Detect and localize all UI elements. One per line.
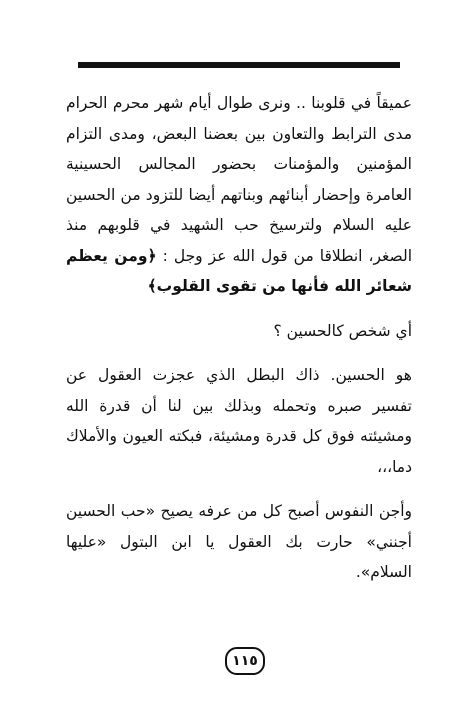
paragraph-2: أي شخص كالحسين ؟ — [273, 321, 412, 340]
paragraph-3: هو الحسين. ذاك البطل الذي عجزت العقول عن تفسير صبره وتحمله وبذلك بين لنا أن قدرة الله ومشيئته فوق كل قدرة ومشيئة، فبكته العيون والأملاك دما،،، — [66, 366, 412, 476]
quran-verse: ﴿ومن يعظم شعائر الله فأنها من تقوى القلوب﴾ — [66, 246, 412, 295]
top-rule — [78, 62, 400, 68]
paragraph-1-text: عميقاً في قلوبنا .. ونرى طوال أيام شهر محرم الحرام مدى الترابط والتعاون بين بعضنا البعض، ومدى التزام المؤمنين والمؤمنات بحضور المجالس الحسينية العامرة وإحضار أبنائهم وبناتهم أيضا للتزود من الحسين عليه السلام ولترسيخ حب الشهيد في قلوبهم منذ الصغر، انطلاقا من قول الله عز وجل : — [66, 94, 412, 265]
page-text — [66, 88, 412, 588]
paragraph-1 — [66, 88, 412, 302]
page-number: ١١٥ — [225, 647, 265, 675]
paragraph-4: وأجن النفوس أصبح كل من عرفه يصيح «حب الحسين أجنني» حارت بك العقول يا ابن البتول «عليها السلام». — [66, 502, 412, 581]
